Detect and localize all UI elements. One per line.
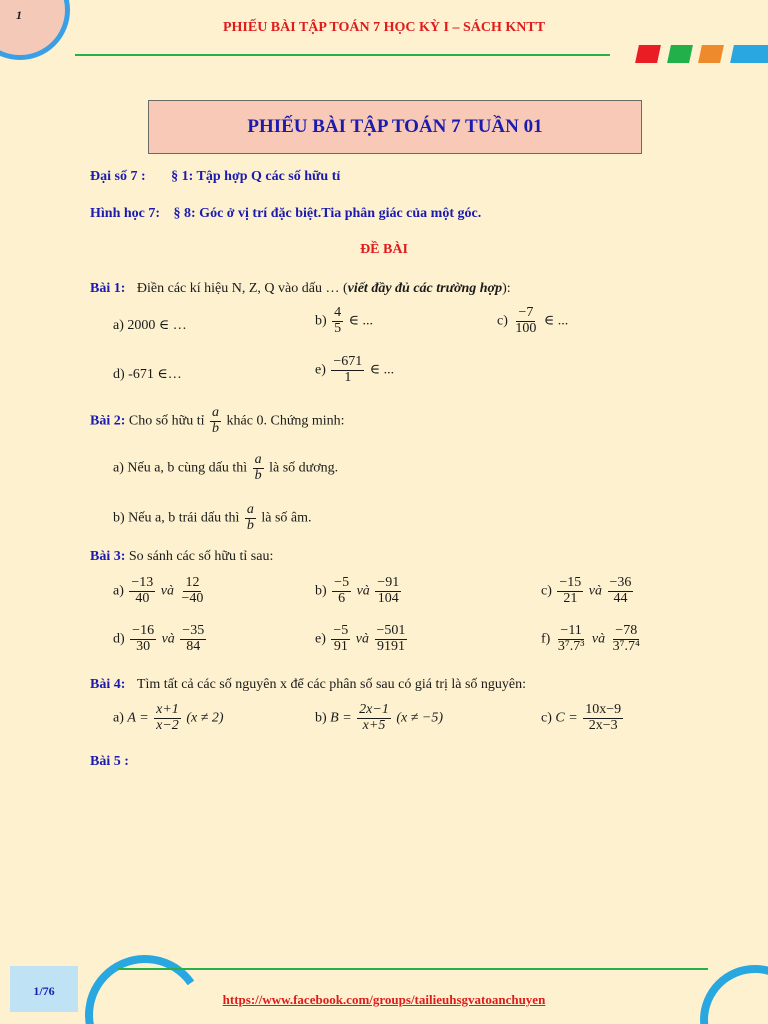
decor-square-orange xyxy=(698,45,724,63)
bai3-a-fraction1 xyxy=(129,576,155,606)
fraction-numerator: 2x−1 xyxy=(359,702,389,717)
bai3-a-fraction2 xyxy=(180,576,206,606)
bai2-b-text1: b) Nếu a, b trái dấu thì xyxy=(113,510,240,526)
bai2-a-text2: là số dương. xyxy=(269,460,339,476)
bai1-e-label: e) xyxy=(315,362,326,378)
fraction-numerator: −36 xyxy=(609,575,632,590)
fraction-numerator: −16 xyxy=(132,623,155,638)
bai3-b-va: và xyxy=(356,583,370,599)
bai1-c-tail: ∈ ... xyxy=(543,313,569,329)
geometry-text: § 8: Góc ở vị trí đặc biệt.Tia phân giác của một góc. xyxy=(173,206,482,221)
bai2-prompt xyxy=(90,406,345,436)
bai4-a-condition: (x ≠ 2) xyxy=(186,710,224,726)
fraction-denominator: 9191 xyxy=(376,638,405,654)
fraction-denominator: 30 xyxy=(136,638,151,654)
bai5-label: Bài 5 : xyxy=(90,754,129,769)
fraction-denominator: 100 xyxy=(515,320,537,336)
fraction-denominator: −40 xyxy=(181,590,204,606)
fraction-numerator: a xyxy=(254,452,262,467)
bai3-f-fraction1 xyxy=(556,624,587,654)
fraction-numerator: −35 xyxy=(182,623,205,638)
bai4-text: Tìm tất cả các số nguyên x để các phân số sau có giá trị là số nguyên: xyxy=(136,677,527,692)
fraction-numerator: 10x−9 xyxy=(585,702,622,717)
bai1-b-tail: ∈ ... xyxy=(348,313,374,329)
bai3-prompt xyxy=(90,548,273,566)
bai3-c-va: và xyxy=(588,583,603,599)
bai1-item-c xyxy=(497,306,568,336)
footer-facebook-link[interactable]: https://www.facebook.com/groups/tailieuhsgvatoanchuyen xyxy=(222,992,546,1007)
bai3-e-va: và xyxy=(355,631,370,647)
fraction-denominator: b xyxy=(212,420,220,436)
fraction-numerator: a xyxy=(246,502,254,517)
document-title xyxy=(148,100,642,154)
bai2-b-fraction xyxy=(245,503,256,533)
bai1-item-e xyxy=(315,355,394,385)
bai4-b-fraction xyxy=(357,703,391,733)
footer-page-number: 1/76 xyxy=(33,984,55,998)
bai1-c-fraction xyxy=(513,306,538,336)
bai3-f-va: và xyxy=(591,631,606,647)
fraction-numerator: −13 xyxy=(131,575,154,590)
bai4-a-fraction xyxy=(154,703,181,733)
bai2-item-b xyxy=(113,503,312,533)
fraction-denominator: x+5 xyxy=(362,717,386,733)
fraction-numerator: −501 xyxy=(376,623,406,638)
fraction-denominator: 6 xyxy=(338,590,346,606)
bai4-b-var: B = xyxy=(330,710,352,726)
page-number: 1 xyxy=(16,8,22,22)
bai3-e-label: e) xyxy=(315,631,326,647)
bai1-b-fraction xyxy=(332,306,343,336)
bai3-d-va: và xyxy=(161,631,175,647)
bai4-prompt xyxy=(90,676,526,694)
bai2-fraction xyxy=(210,406,221,436)
bai4-b-condition: (x ≠ −5) xyxy=(396,710,444,726)
bai3-item-e xyxy=(315,624,409,654)
bai4-item-c xyxy=(541,703,625,733)
bai2-text1: Cho số hữu tỉ xyxy=(128,413,205,429)
section-title: ĐỀ BÀI xyxy=(360,242,408,257)
bai3-a-label: a) xyxy=(113,583,124,599)
bai3-b-fraction1 xyxy=(332,576,351,606)
fraction-denominator: 21 xyxy=(563,590,578,606)
bai3-text: So sánh các số hữu tỉ sau: xyxy=(128,549,274,564)
fraction-denominator: 91 xyxy=(333,638,348,654)
bai3-d-label: d) xyxy=(113,631,125,647)
fraction-numerator: −91 xyxy=(377,575,400,590)
fraction-denominator: 104 xyxy=(377,590,399,606)
fraction-numerator: 12 xyxy=(185,575,200,590)
footer-divider xyxy=(118,968,708,970)
fraction-denominator: 40 xyxy=(135,590,150,606)
fraction-denominator: b xyxy=(254,467,262,483)
document-title-text: PHIẾU BÀI TẬP TOÁN 7 TUẦN 01 xyxy=(247,116,543,137)
bai1-c-label: c) xyxy=(497,313,508,329)
bai3-item-b xyxy=(315,576,403,606)
fraction-numerator: −5 xyxy=(333,623,349,638)
bai3-c-fraction2 xyxy=(608,576,634,606)
bai3-e-fraction2 xyxy=(375,624,408,654)
bai4-a-var: A = xyxy=(127,710,149,726)
bai2-b-text2: là số âm. xyxy=(261,510,312,526)
fraction-denominator: 84 xyxy=(186,638,201,654)
bai1-item-a: a) 2000 ∈ … xyxy=(113,318,187,333)
fraction-numerator: −78 xyxy=(615,623,638,638)
decor-square-green xyxy=(667,45,693,63)
fraction-numerator: −671 xyxy=(333,354,363,369)
decor-arc-left xyxy=(75,945,214,1024)
bai2-label: Bài 2: xyxy=(90,413,126,429)
decor-square-red xyxy=(635,45,661,63)
bai1-e-fraction xyxy=(331,355,364,385)
bai4-c-var: C = xyxy=(555,710,578,726)
bai4-c-fraction xyxy=(583,703,623,733)
fraction-numerator: −11 xyxy=(560,623,582,638)
header-divider xyxy=(75,54,610,56)
bai3-c-label: c) xyxy=(541,583,552,599)
fraction-denominator: 3⁷.7³ xyxy=(557,638,585,654)
bai2-a-text1: a) Nếu a, b cùng dấu thì xyxy=(113,460,248,476)
bai3-a-va: và xyxy=(160,583,175,599)
fraction-denominator: 44 xyxy=(613,590,628,606)
bai2-a-fraction xyxy=(253,453,264,483)
decor-square-blue xyxy=(730,45,768,63)
fraction-denominator: x−2 xyxy=(156,717,179,733)
bai3-c-fraction1 xyxy=(557,576,583,606)
bai1-e-tail: ∈ ... xyxy=(369,362,395,378)
bai1-text: Điền các kí hiệu N, Z, Q vào dấu … ( xyxy=(136,281,348,296)
bai1-label: Bài 1: xyxy=(90,281,126,296)
bai3-item-d xyxy=(113,624,208,654)
bai1-item-b xyxy=(315,306,373,336)
bai1-prompt xyxy=(90,280,511,298)
fraction-denominator: 2x−3 xyxy=(588,717,618,733)
fraction-numerator: −15 xyxy=(559,575,582,590)
bai1-b-label: b) xyxy=(315,313,327,329)
bai3-d-fraction2 xyxy=(180,624,206,654)
fraction-numerator: 4 xyxy=(334,305,342,320)
algebra-topic xyxy=(90,168,340,186)
bai3-e-fraction1 xyxy=(331,624,350,654)
bai3-label: Bài 3: xyxy=(90,549,126,564)
fraction-denominator: 3⁷.7⁴ xyxy=(612,638,640,654)
algebra-label: Đại số 7 : xyxy=(90,169,146,184)
fraction-numerator: x+1 xyxy=(156,702,179,717)
geometry-label: Hình học 7: xyxy=(90,206,161,221)
geometry-topic xyxy=(90,205,481,223)
header-title: PHIẾU BÀI TẬP TOÁN 7 HỌC KỲ I – SÁCH KNTT xyxy=(222,20,546,35)
bai3-f-label: f) xyxy=(541,631,551,647)
fraction-denominator: b xyxy=(246,517,254,533)
fraction-numerator: −7 xyxy=(518,305,534,320)
bai4-item-a xyxy=(113,703,224,733)
fraction-numerator: a xyxy=(212,405,220,420)
bai1-text-end: ): xyxy=(502,281,511,296)
fraction-denominator: 1 xyxy=(344,369,352,385)
bai2-text2: khác 0. Chứng minh: xyxy=(226,413,345,429)
algebra-text: § 1: Tập hợp Q các số hữu tỉ xyxy=(171,169,341,184)
bai4-item-b xyxy=(315,703,443,733)
bai3-b-label: b) xyxy=(315,583,327,599)
bai3-item-c xyxy=(541,576,635,606)
fraction-denominator: 5 xyxy=(334,320,342,336)
bai3-f-fraction2 xyxy=(611,624,642,654)
bai3-item-a xyxy=(113,576,207,606)
fraction-numerator: −5 xyxy=(334,575,350,590)
bai3-b-fraction2 xyxy=(375,576,401,606)
bai3-d-fraction1 xyxy=(130,624,156,654)
bai1-item-d: d) -671 ∈… xyxy=(113,367,182,382)
bai1-emph: viết đầy đủ các trường hợp xyxy=(347,281,503,296)
bai2-item-a xyxy=(113,453,338,483)
bai3-item-f xyxy=(541,624,644,654)
bai4-b-label: b) xyxy=(315,710,327,726)
bai4-a-label: a) xyxy=(113,710,124,726)
bai4-c-label: c) xyxy=(541,710,552,726)
bai4-label: Bài 4: xyxy=(90,677,126,692)
